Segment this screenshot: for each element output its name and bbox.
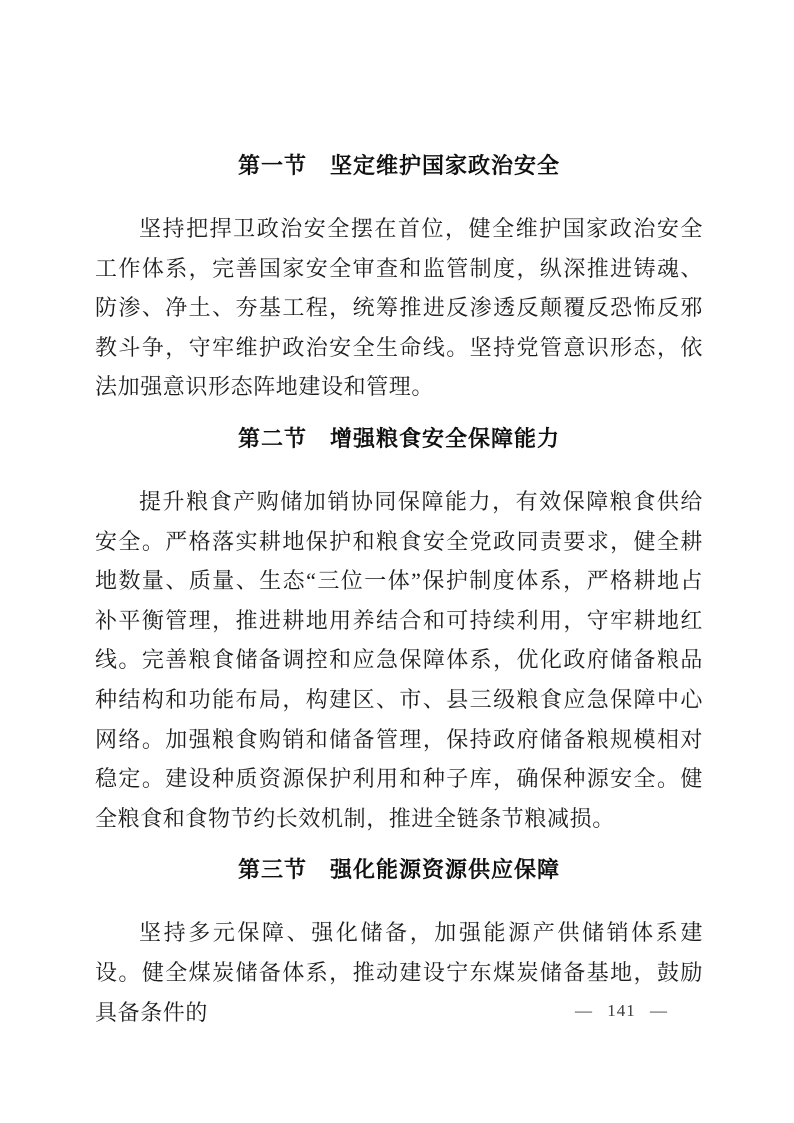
section-1-heading: 第一节 坚定维护国家政治安全: [237, 153, 560, 178]
section-3-heading: 第三节 强化能源资源供应保障: [237, 857, 560, 883]
section-1-body: 坚持把捍卫政治安全摆在首位，健全维护国家政治安全工作体系，完善国家安全审查和监管制度，纵深推进铸魂、防渗、净土、夯基工程，统筹推进反渗透反颠覆反恐怖反邪教斗争，守牢维护政治安全生命线。坚持党管意识形态，依法加强意识形态阵地建设和管理。: [95, 216, 703, 400]
section-2-heading: 第二节 增强粮食安全保障能力: [237, 425, 560, 451]
section-3-body: 坚持多元保障、强化储备，加强能源产供储销体系建设。健全煤炭储备体系，推动建设宁东煤炭储备基地，鼓励具备条件的: [95, 920, 703, 1025]
section-2-body: 提升粮食产购储加销协同保障能力，有效保障粮食供给安全。严格落实耕地保护和粮食安全党政同责要求，健全耕地数量、质量、生态“三位一体”保护制度体系，严格耕地占补平衡管理，推进耕地用养结合和可持续利用，守牢耕地红线。完善粮食储备调控和应急保障体系，优化政府储备粮品种结构和功能布局，构建区、市、县三级粮食应急保障中心网络。加强粮食购销和储备管理，保持政府储备粮规模相对稳定。建设种质资源保护利用和种子库，确保种源安全。健全粮食和食物节约长效机制，推进全链条节粮减损。: [95, 488, 703, 831]
page-number: — 141 —: [575, 1001, 668, 1020]
